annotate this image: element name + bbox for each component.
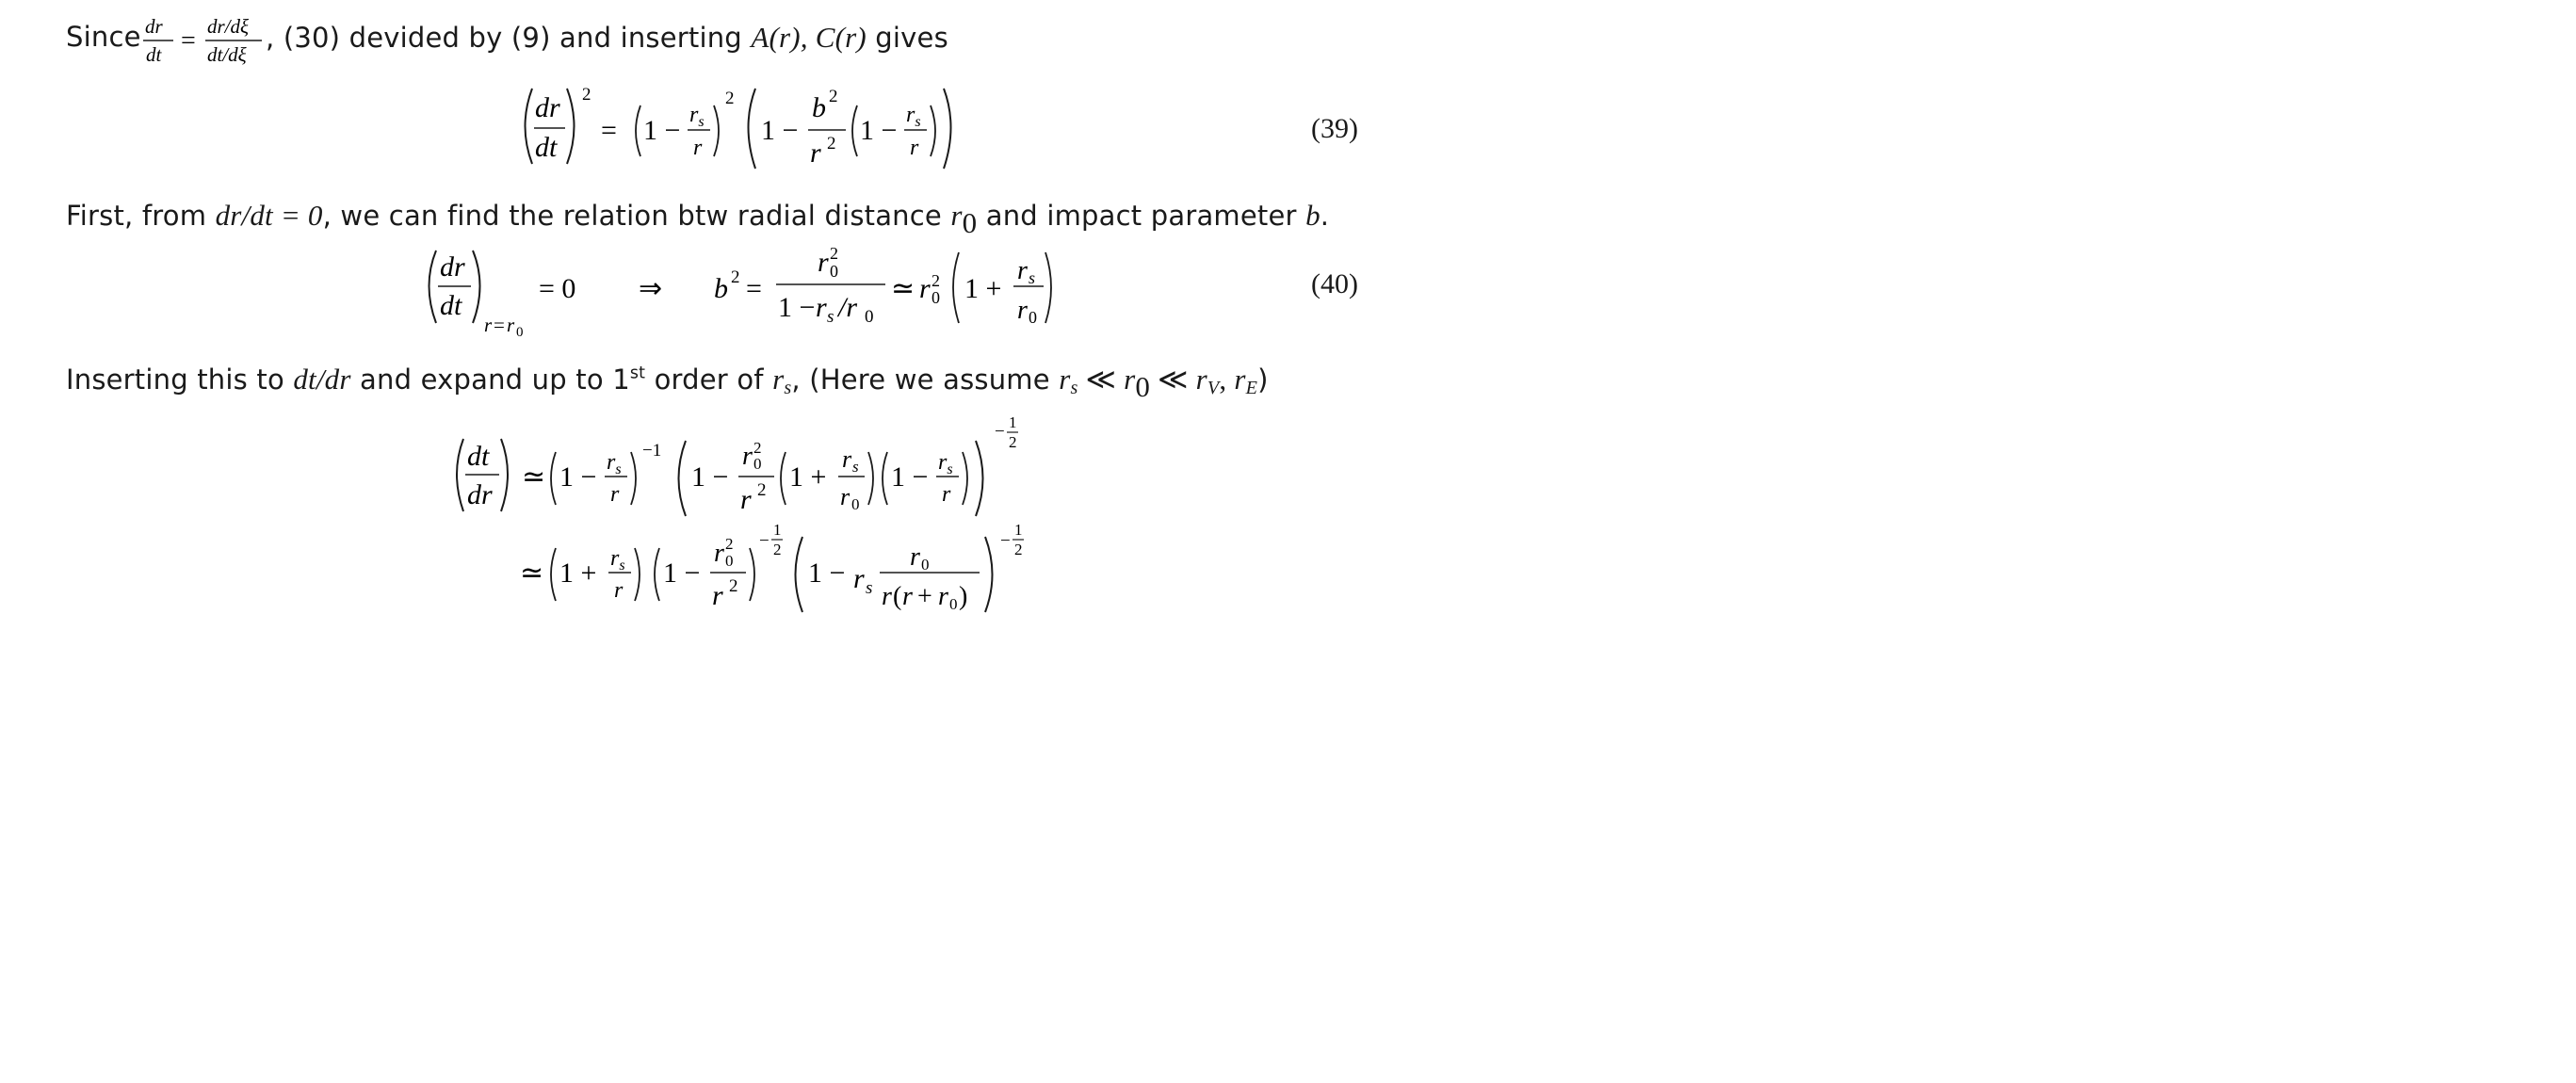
svg-text:−: − (1000, 531, 1011, 551)
svg-text:2: 2 (829, 87, 838, 106)
svg-text:r: r (910, 136, 919, 160)
svg-text:rs: $r_s$ (610, 546, 625, 574)
svg-text:0: 0 (921, 556, 930, 574)
svg-text:1 −: 1 − (778, 292, 816, 323)
line-2 (66, 199, 1329, 240)
svg-text:r: r (938, 582, 948, 611)
svg-text:r: r (742, 442, 753, 471)
svg-text:s: s (866, 578, 873, 598)
svg-text:2: 2 (830, 244, 838, 263)
svg-text:r: r (610, 482, 620, 507)
svg-text:=: = (746, 273, 762, 304)
svg-text:1 +: 1 + (789, 461, 827, 493)
svg-text:0: 0 (865, 307, 874, 327)
svg-text:r: r (712, 580, 723, 611)
svg-text:/r: /r (838, 292, 858, 323)
expr-dt-dr: dt/dr (293, 363, 351, 396)
svg-text:−: − (759, 531, 770, 551)
svg-text:≃: ≃ (891, 273, 915, 304)
svg-text:dt: dt (467, 441, 490, 472)
svg-text:1 −: 1 − (559, 461, 597, 493)
svg-text:1 +: 1 + (559, 558, 597, 589)
functions-a-c: A(r), C(r) (751, 21, 867, 54)
svg-text:s: s (1029, 268, 1036, 287)
svg-text:−: − (995, 422, 1005, 442)
svg-text:r: r (1017, 256, 1028, 285)
svg-text:−1: −1 (642, 441, 662, 461)
frac-b-den: dt/dξ (207, 43, 247, 66)
svg-text:2: 2 (582, 85, 591, 105)
line-3 (66, 363, 1269, 404)
svg-text:1 −: 1 − (643, 115, 681, 146)
svg-text:+: + (917, 582, 932, 611)
svg-text:dt: dt (440, 290, 462, 321)
svg-text:2: 2 (773, 541, 782, 558)
svg-text:r: r (818, 247, 829, 278)
frac-eq: = (181, 26, 196, 56)
svg-text:2: 2 (757, 480, 767, 500)
svg-text:r: r (507, 314, 515, 336)
line-1-rest (266, 21, 948, 55)
symbol-rs: $r_s$ (772, 363, 792, 399)
svg-text:r: r (853, 563, 865, 594)
gives-word: gives (866, 22, 948, 54)
svg-text:=: = (601, 115, 617, 146)
svg-text:2: 2 (1009, 433, 1017, 451)
equation-40 (414, 243, 1074, 342)
line-1 (66, 21, 141, 53)
svg-text:r: r (816, 292, 827, 323)
frac-a-den: dt (146, 43, 162, 66)
line-2-text-1: First, from (66, 200, 216, 232)
svg-text:≃: ≃ (522, 461, 546, 493)
svg-text:1 −: 1 − (860, 115, 898, 146)
line-3-text-2: and expand up to 1 (350, 364, 630, 396)
frac-a-num: dr (145, 15, 163, 38)
svg-text:(: ( (893, 582, 902, 611)
line-3-close-paren: ) (1257, 364, 1269, 396)
since-word: Since (66, 21, 141, 53)
svg-text:r: r (714, 539, 724, 568)
svg-text:r: r (882, 582, 892, 611)
svg-text:2: 2 (1014, 541, 1023, 558)
svg-text:r: r (693, 136, 703, 160)
line-3-text-3: order of (645, 364, 773, 396)
svg-text:r: r (740, 484, 752, 515)
svg-text:dr: dr (535, 92, 560, 123)
svg-text:1 −: 1 − (663, 558, 701, 589)
svg-text:r: r (1017, 296, 1028, 325)
superscript-st: st (629, 364, 646, 383)
svg-text:2: 2 (725, 89, 735, 108)
svg-text:1 −: 1 − (808, 558, 846, 589)
svg-text:dt: dt (535, 132, 558, 163)
svg-text:1 −: 1 − (761, 115, 799, 146)
svg-text:): ) (959, 582, 968, 611)
svg-text:b: b (812, 92, 826, 123)
svg-text:r: r (902, 582, 913, 611)
svg-text:1: 1 (773, 521, 782, 539)
line-2-text-2: , we can find the relation btw radial distance (322, 200, 951, 232)
equation-39 (509, 79, 998, 173)
svg-text:1: 1 (1009, 413, 1017, 431)
svg-text:dr: dr (440, 251, 465, 283)
line-2-period: . (1320, 200, 1330, 232)
svg-text:rs: $r_s$ (689, 103, 705, 130)
svg-text:2: 2 (827, 134, 836, 154)
svg-text:rs: $r_s$ (906, 103, 921, 130)
svg-text:0: 0 (949, 595, 958, 613)
svg-text:2: 2 (932, 271, 940, 290)
svg-text:r: r (942, 482, 951, 507)
assumption-relation: $r_s$ ≪ $r_0$ ≪ $r_V$, $r_E$ (1059, 363, 1258, 403)
svg-text:r: r (919, 273, 931, 304)
svg-text:≃: ≃ (520, 558, 544, 589)
svg-text:0: 0 (516, 325, 524, 340)
frac-b-num: dr/dξ (207, 15, 249, 38)
svg-text:2: 2 (753, 439, 762, 457)
svg-text:0: 0 (851, 495, 860, 513)
svg-text:⇒: ⇒ (639, 273, 663, 304)
svg-text:1 +: 1 + (964, 273, 1002, 304)
svg-text:2: 2 (725, 535, 734, 553)
svg-text:1 −: 1 − (891, 461, 929, 493)
svg-text:0: 0 (932, 288, 940, 307)
svg-text:0: 0 (725, 552, 734, 570)
svg-text:s: s (827, 307, 834, 327)
line-3-text-4: , (Here we assume (791, 364, 1060, 396)
svg-text:r: r (484, 314, 493, 336)
svg-text:0: 0 (830, 262, 838, 281)
svg-text:dr: dr (467, 479, 493, 510)
equation-number-40: (40) (1311, 268, 1358, 299)
line-2-text-3: and impact parameter (977, 200, 1306, 232)
svg-text:r: r (840, 483, 851, 510)
symbol-b: b (1305, 199, 1320, 232)
svg-text:=: = (494, 314, 505, 336)
symbol-r0: $r_0$ (950, 199, 978, 239)
svg-text:b: b (714, 273, 728, 304)
line-3-text-1: Inserting this to (66, 364, 294, 396)
svg-text:r: r (910, 542, 920, 572)
svg-text:r: r (810, 137, 821, 169)
equation-expansion-1 (443, 412, 1045, 521)
expr-dr-dt-zero: dr/dt = 0 (215, 199, 323, 232)
svg-text:2: 2 (731, 267, 740, 287)
equation-number-39: (39) (1311, 113, 1358, 144)
line-1-text: , (30) devided by (9) and inserting (266, 22, 752, 54)
svg-text:s: s (852, 458, 859, 476)
svg-text:rs: $r_s$ (607, 450, 622, 477)
equation-expansion-2 (509, 520, 1036, 621)
svg-text:1: 1 (1014, 521, 1023, 539)
svg-text:r: r (842, 445, 852, 473)
svg-text:2: 2 (729, 576, 738, 596)
svg-text:= 0: = 0 (539, 273, 576, 304)
svg-text:r: r (614, 578, 624, 603)
svg-text:0: 0 (1029, 308, 1037, 327)
svg-text:rs: $r_s$ (938, 450, 953, 477)
svg-text:0: 0 (753, 455, 762, 473)
svg-text:1 −: 1 − (691, 461, 729, 493)
